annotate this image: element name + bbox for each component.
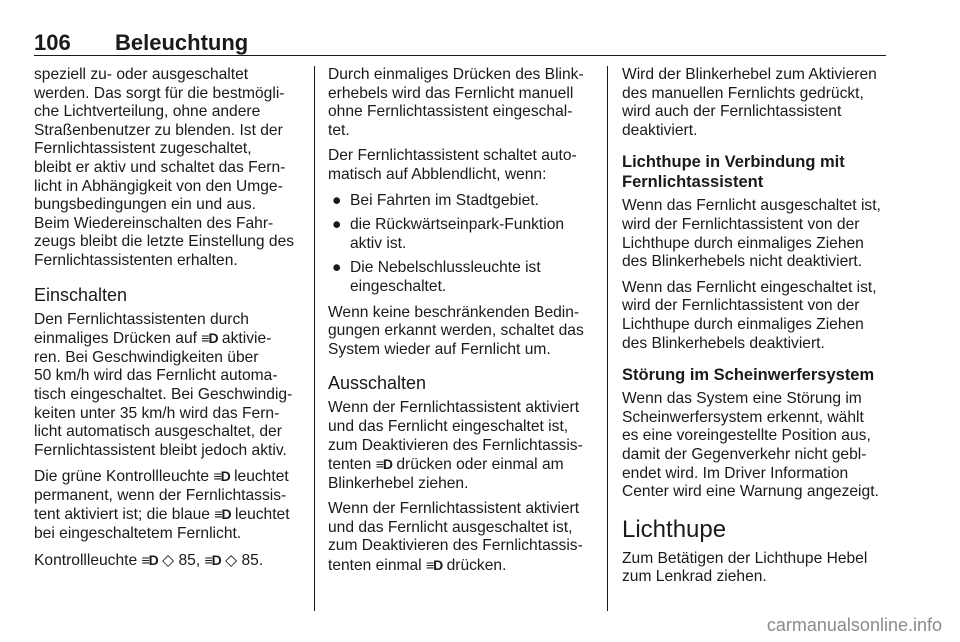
paragraph: Wenn keine beschränkenden Bedin‐ gungen erkannt werden, schaltet das System wieder auf Fernlicht um. (328, 303, 584, 358)
text: Den Fernlichtassistenten durch (34, 310, 249, 328)
heading-lichthupe: Lichthupe (622, 515, 727, 543)
heading-ausschalten: Ausschalten (328, 373, 427, 394)
auto-light-icon: ≡D (375, 456, 392, 473)
text: tenten einmal (328, 557, 422, 575)
bullet-icon: ● (332, 259, 342, 277)
column-1 (34, 66, 322, 577)
text: drücken. (446, 557, 507, 575)
paragraph: Der Fernlichtassistent schaltet auto‐ matisch auf Abblendlicht, wenn: (328, 147, 577, 183)
heading-lichthupe-fernlichtassistent: Lichthupe in Verbindung mit Fernlichtassistent (622, 153, 845, 192)
paragraph: Wenn das Fernlicht eingeschaltet ist, wird der Fernlichtassistent von der Lichthupe durch einmaliges Ziehen des Blinkerhebels deaktiviert. (622, 278, 877, 352)
text: permanent, wenn der Fernlichtassis‐ (34, 486, 287, 504)
heading-einschalten: Einschalten (34, 284, 128, 305)
column-divider (607, 66, 608, 611)
text: Die grüne Kontrollleuchte (34, 468, 210, 486)
text: leuchtet (234, 468, 289, 486)
page-number: 106 (34, 30, 71, 55)
high-beam-icon: ≡D (214, 506, 231, 523)
list-item (328, 259, 616, 296)
page-header (34, 30, 886, 54)
auto-light-icon: ≡D (141, 551, 158, 568)
reference-arrow-icon: ◇ (162, 551, 175, 569)
text: tenten (328, 456, 372, 474)
paragraph (328, 399, 616, 493)
paragraph: Zum Betätigen der Lichthupe Hebel zum Lenkrad ziehen. (622, 549, 868, 586)
text: bei eingeschaltetem Fernlicht. (34, 525, 242, 543)
text: tent aktiviert ist; die blaue (34, 506, 210, 524)
text: leuchtet (234, 506, 290, 524)
auto-light-icon: ≡D (425, 557, 443, 574)
text: aktivie‐ (221, 330, 272, 348)
paragraph: Wird der Blinkerhebel zum Aktivieren des manuellen Fernlichts gedrückt, wird auch der Fernlichtassistent deaktiviert. (622, 66, 877, 139)
paragraph (34, 311, 322, 461)
text-lines: Die Nebelschlussleuchte ist eingeschaltet. (350, 259, 541, 295)
text: Blinkerhebel ziehen. (328, 474, 469, 492)
paragraph: speziell zu- oder ausgeschaltet werden. Das sorgt für die bestmögli‐ che Lichtverteilung, ohne andere Straßenbenutzer zu blenden. Ist der Fernlichtassistent zugeschaltet, bleibt er aktiv und schaltet das Fern‐ licht in Abhängigkeit von den Umge‐ bungsbedingungen ein und aus. Beim Wiedereinschalten des Fahr‐ zeugs bleibt die letzte Einstellung des Fernlichtassistenten erhalten. (34, 66, 295, 269)
text: drücken oder einmal am (396, 456, 564, 474)
page-reference-link[interactable]: 85. (241, 551, 264, 569)
page-reference-link[interactable]: 85, (178, 551, 201, 569)
list-item (328, 192, 616, 211)
watermark: carmanualsonline.info (766, 615, 942, 635)
high-beam-icon: ≡D (204, 551, 221, 568)
bullet-icon: ● (332, 191, 342, 209)
bullet-icon: ● (332, 216, 342, 234)
paragraph (328, 500, 616, 575)
paragraph: Wenn das System eine Störung im Scheinwerfersystem erkennt, wählt es eine voreingestellte Position aus, damit der Gegenverkehr nicht gebl‐ endet wird. Im Driver Information Center wird eine Warnung angezeigt. (622, 390, 879, 501)
auto-light-icon: ≡D (201, 330, 218, 347)
text-lines: ren. Bei Geschwindigkeiten über 50 km/h wird das Fernlicht automa‐ tisch eingeschaltet. Bei Geschwindig‐ keiten unter 35 km/h wird das Fern‐ licht automatisch ausgeschaltet, der Fernlichtassistent bleibt jedoch aktiv. (34, 348, 293, 459)
text: einmaliges Drücken auf (34, 330, 197, 348)
text-lines: Wenn der Fernlichtassistent aktiviert und das Fernlicht eingeschaltet ist, zum Deaktivieren des Fernlichtassis‐ (328, 399, 583, 454)
text-lines: Wenn der Fernlichtassistent aktiviert und das Fernlicht ausgeschaltet ist, zum Deaktivieren des Fernlichtassis‐ (328, 500, 583, 555)
text-lines: Bei Fahrten im Stadtgebiet. (350, 191, 539, 209)
bullet-list (328, 192, 616, 297)
column-divider (314, 66, 315, 611)
paragraph (34, 467, 322, 543)
column-2 (328, 66, 616, 583)
text-lines: die Rückwärtseinpark-Funktion aktiv ist. (350, 216, 565, 252)
list-item (328, 216, 616, 253)
text: Kontrollleuchte (34, 551, 138, 569)
paragraph (34, 551, 322, 571)
reference-arrow-icon: ◇ (225, 551, 238, 569)
section-title: Beleuchtung (115, 30, 249, 55)
paragraph: Durch einmaliges Drücken des Blink‐ erhebels wird das Fernlicht manuell ohne Fernlichtassistent eingeschal‐ tet. (328, 66, 584, 139)
paragraph: Wenn das Fernlicht ausgeschaltet ist, wird der Fernlichtassistent von der Lichthupe durch einmaliges Ziehen des Blinkerhebels nicht deaktiviert. (622, 197, 881, 271)
heading-stoerung: Störung im Scheinwerfersystem (622, 366, 875, 385)
header-rule (34, 55, 886, 56)
auto-light-icon: ≡D (213, 468, 230, 485)
column-3 (622, 66, 910, 594)
